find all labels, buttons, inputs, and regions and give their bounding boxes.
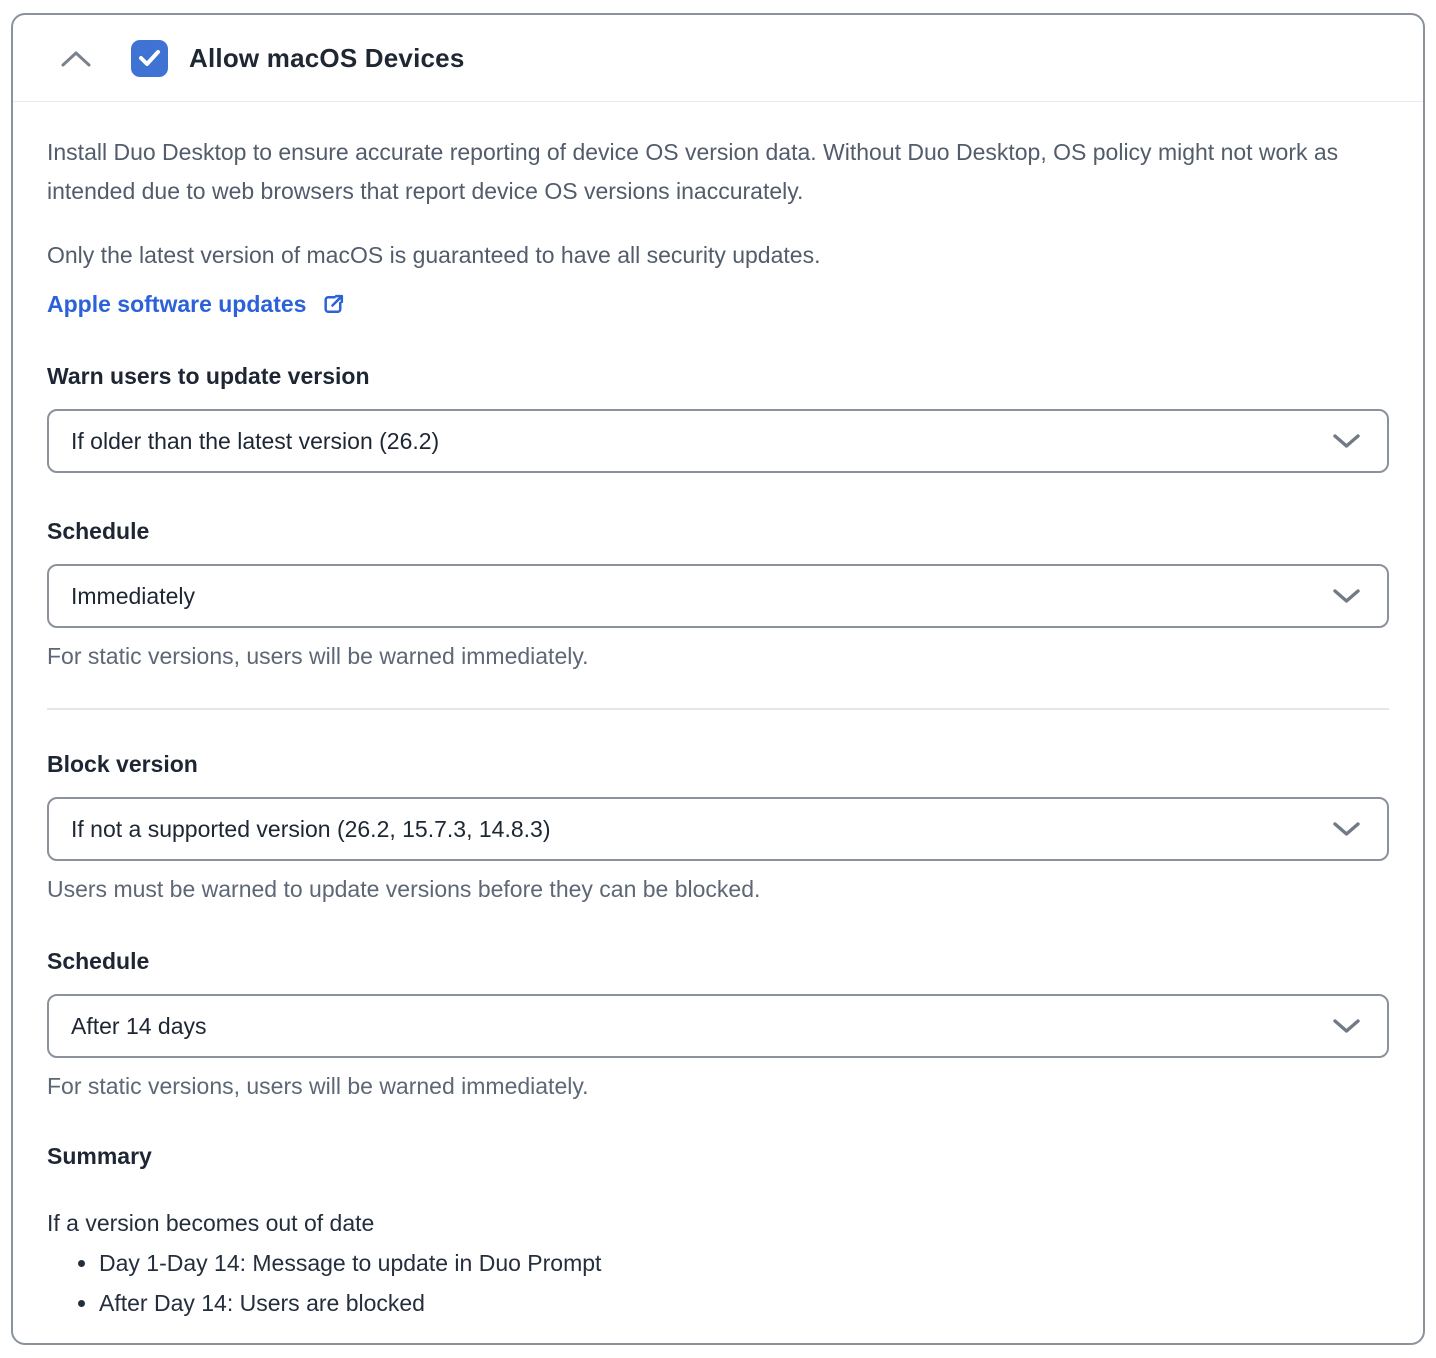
warn-version-label: Warn users to update version bbox=[47, 363, 370, 389]
warn-version-selected-value: If older than the latest version (26.2) bbox=[71, 427, 440, 454]
apple-updates-link-row bbox=[47, 291, 1389, 318]
section-title: Allow macOS Devices bbox=[189, 42, 465, 73]
collapse-chevron-up-icon[interactable] bbox=[60, 49, 92, 68]
checkmark-icon bbox=[138, 49, 161, 67]
warn-schedule-select[interactable] bbox=[47, 564, 1389, 628]
block-schedule-selected-value: After 14 days bbox=[71, 1012, 207, 1039]
block-version-selected-value: If not a supported version (26.2, 15.7.3, 14.8.3) bbox=[71, 815, 551, 842]
macos-policy-card bbox=[11, 13, 1425, 1345]
apple-software-updates-link[interactable]: Apple software updates bbox=[47, 291, 307, 317]
warn-version-select[interactable] bbox=[47, 409, 1389, 473]
summary-heading: Summary bbox=[47, 1143, 152, 1169]
chevron-down-icon bbox=[1332, 1018, 1361, 1035]
chevron-down-icon bbox=[1332, 821, 1361, 838]
allow-macos-checkbox[interactable] bbox=[131, 40, 168, 77]
warn-schedule-helper: For static versions, users will be warned immediately. bbox=[47, 643, 589, 669]
summary-intro: If a version becomes out of date bbox=[47, 1210, 375, 1236]
block-version-select[interactable] bbox=[47, 797, 1389, 861]
chevron-down-icon bbox=[1332, 588, 1361, 605]
warn-schedule-label: Schedule bbox=[47, 518, 150, 544]
card-body bbox=[13, 102, 1423, 1323]
summary-list bbox=[47, 1243, 1389, 1323]
block-schedule-helper: For static versions, users will be warned immediately. bbox=[47, 1073, 589, 1099]
warn-schedule-selected-value: Immediately bbox=[71, 582, 195, 609]
block-version-helper: Users must be warned to update versions before they can be blocked. bbox=[47, 876, 761, 902]
external-link-icon bbox=[321, 292, 346, 317]
block-version-label: Block version bbox=[47, 751, 198, 777]
section-divider bbox=[47, 708, 1389, 710]
summary-bullet: • Day 1-Day 14: Message to update in Duo Prompt bbox=[99, 1243, 1389, 1283]
latest-version-paragraph: Only the latest version of macOS is guaranteed to have all security updates. bbox=[47, 242, 821, 268]
summary-bullet: • After Day 14: Users are blocked bbox=[99, 1283, 1389, 1323]
duo-desktop-paragraph: Install Duo Desktop to ensure accurate reporting of device OS version data. Without Duo Desktop, OS policy might not work as intended due to web browsers that report device OS versions inaccurately. bbox=[47, 139, 1339, 204]
block-schedule-label: Schedule bbox=[47, 948, 150, 974]
chevron-down-icon bbox=[1332, 433, 1361, 450]
block-schedule-select[interactable] bbox=[47, 994, 1389, 1058]
card-header bbox=[13, 15, 1423, 102]
